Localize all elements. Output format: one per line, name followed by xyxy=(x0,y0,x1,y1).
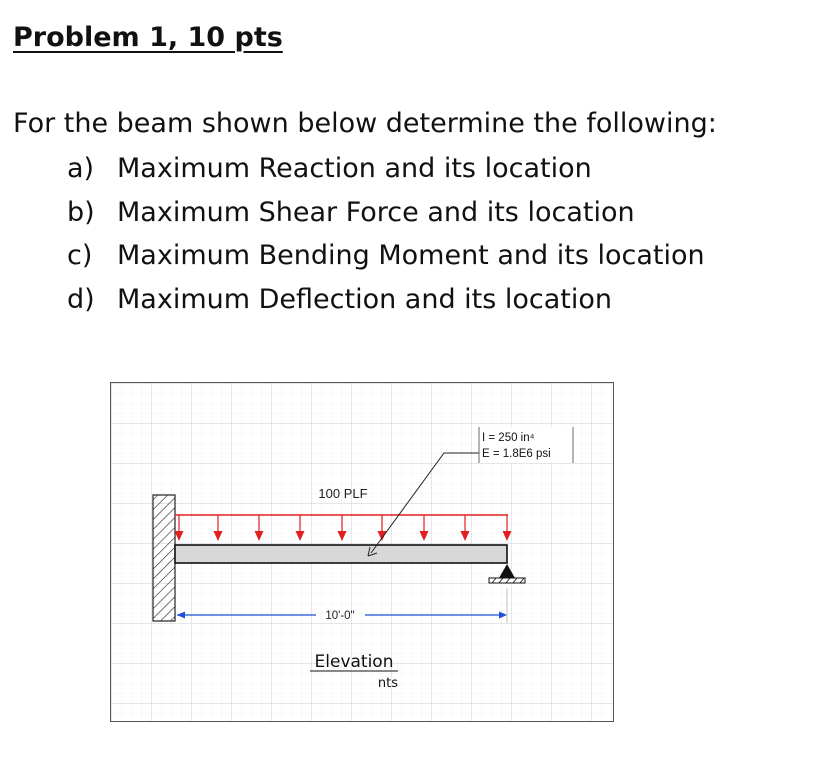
question-item xyxy=(67,150,705,194)
question-label: d) xyxy=(67,284,95,316)
question-item xyxy=(67,237,705,281)
beam-diagram xyxy=(111,383,613,721)
question-text: Maximum Reaction and its location xyxy=(117,153,592,184)
moment-of-inertia: I = 250 in⁴ xyxy=(482,432,535,444)
question-item xyxy=(67,194,705,238)
question-list xyxy=(67,150,705,325)
span-label: 10'-0" xyxy=(325,610,355,622)
question-text: Maximum Deflection and its location xyxy=(117,284,613,316)
fixed-support xyxy=(153,495,175,621)
beam-figure xyxy=(110,382,614,722)
problem-intro: For the beam shown below determine the following: xyxy=(13,108,717,139)
question-label: a) xyxy=(67,153,95,184)
modulus-of-elasticity: E = 1.8E6 psi xyxy=(482,448,551,460)
problem-title: Problem 1, 10 pts xyxy=(13,22,283,53)
question-label: c) xyxy=(67,240,93,272)
question-text: Maximum Shear Force and its location xyxy=(117,196,635,228)
beam xyxy=(175,545,507,563)
question-label: b) xyxy=(67,196,95,228)
elevation-caption: Elevation xyxy=(314,652,394,672)
question-text: Maximum Bending Moment and its location xyxy=(117,240,705,272)
load-label: 100 PLF xyxy=(318,486,368,501)
question-item xyxy=(67,281,705,325)
scale-note: nts xyxy=(377,676,398,691)
